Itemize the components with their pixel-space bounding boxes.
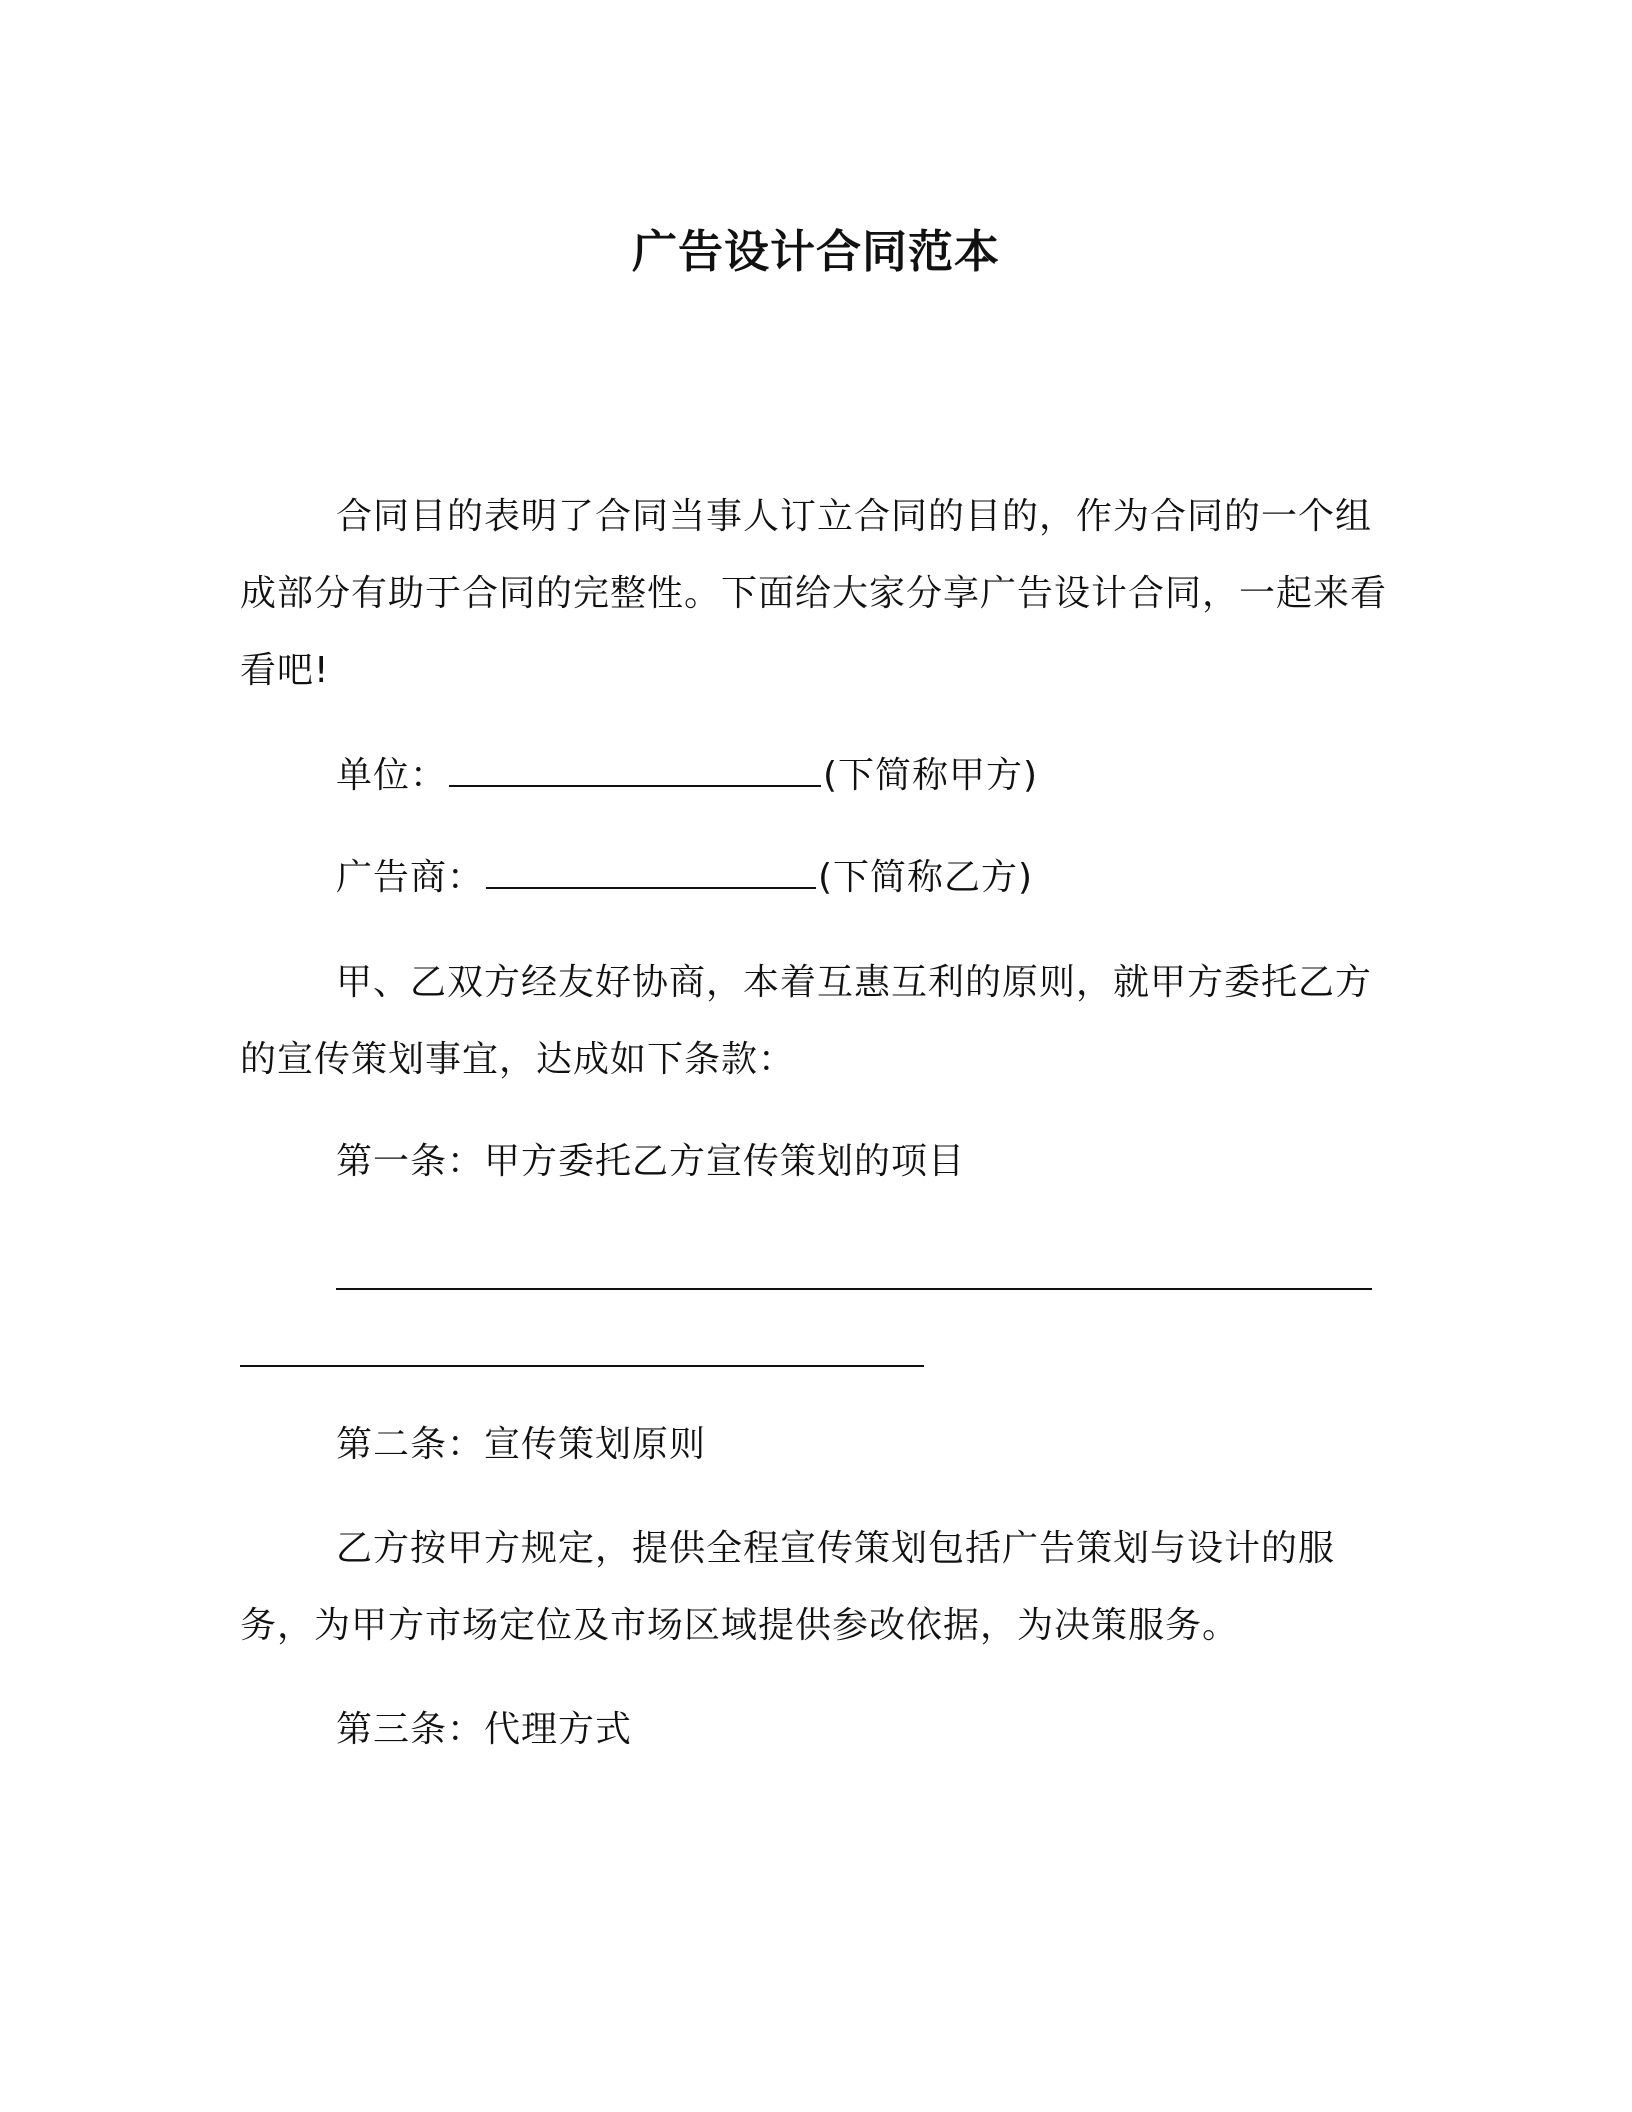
party-a-line	[336, 746, 1038, 806]
agreement-paragraph: 甲、乙双方经友好协商，本着互惠互利的原则，就甲方委托乙方的宣传策划事宜，达成如下条款：	[240, 962, 1373, 1080]
document-title: 广告设计合同范本	[631, 225, 1000, 278]
article1-heading: 第一条：甲方委托乙方宣传策划的项目	[336, 1141, 966, 1182]
party-b-label: 广告商：	[336, 857, 485, 898]
party-b-line	[336, 848, 1033, 908]
intro-paragraph: 合同目的表明了合同当事人订立合同的目的，作为合同的一个组成部分有助于合同的完整性。下面给大家分享广告设计合同，一起来看看吧!	[240, 496, 1388, 691]
party-a-blank	[449, 751, 821, 787]
article2-body: 乙方按甲方规定，提供全程宣传策划包括广告策划与设计的服务，为甲方市场定位及市场区域提供参改依据，为决策服务。	[240, 1528, 1336, 1646]
party-b-blank	[486, 853, 816, 889]
party-a-suffix: (下简称甲方)	[823, 755, 1039, 796]
article3-heading: 第三条：代理方式	[336, 1709, 633, 1750]
party-a-label: 单位：	[336, 755, 448, 796]
article2-heading: 第二条：宣传策划原则	[336, 1424, 707, 1465]
article1-fill-line-2	[240, 1365, 924, 1367]
party-b-suffix: (下简称乙方)	[818, 857, 1034, 898]
article1-fill-line-1	[336, 1288, 1372, 1290]
